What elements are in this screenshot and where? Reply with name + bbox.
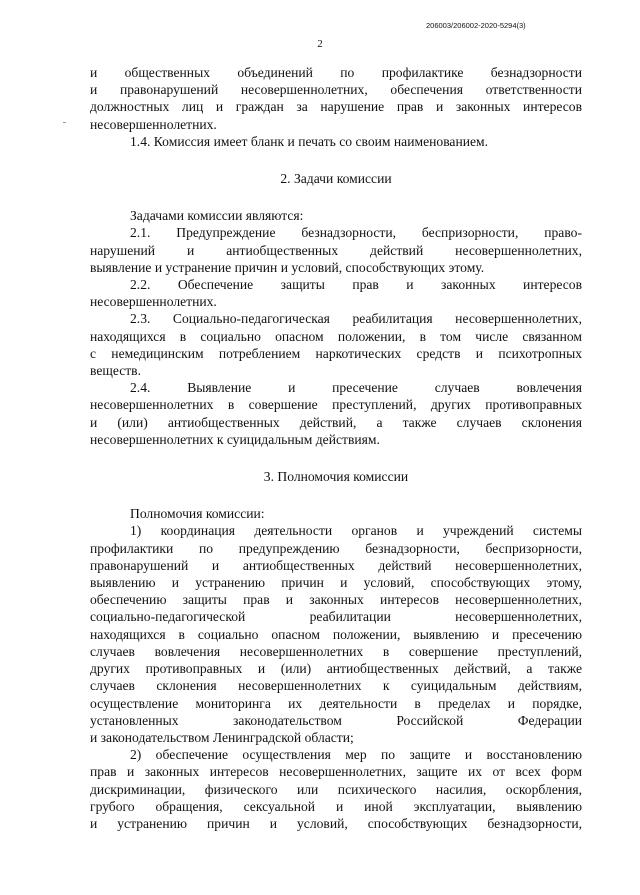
text-line: и устранению причин и условий, способствующих безнадзорности,	[90, 815, 582, 831]
text-line: выявлению и устранению причин и условий, способствующих этому,	[90, 575, 582, 591]
text-line: несовершеннолетних.	[90, 116, 217, 132]
power-item-1	[90, 522, 582, 746]
text-line: грубого обращения, сексуальной и иной эксплуатации, выявлению	[90, 798, 582, 814]
text-line: осуществление мониторинга их деятельности в пределах и порядке,	[90, 695, 582, 711]
text-line: находящихся в социально опасном положении, в том числе связанном	[90, 328, 582, 344]
text-line: правонарушений и антиобщественных действий несовершеннолетних,	[90, 557, 582, 573]
clause-2-4	[90, 379, 582, 448]
text-line: социально-педагогической реабилитации несовершеннолетних,	[90, 609, 582, 625]
intro-paragraph	[90, 64, 582, 133]
text-line: 2.3. Социально-педагогическая реабилитация несовершеннолетних,	[130, 311, 582, 327]
power-item-2	[90, 746, 582, 832]
text-line: 2) обеспечение осуществления мер по защите и восстановлению	[130, 747, 582, 763]
text-line: и правонарушений несовершеннолетних, обеспечения ответственности	[90, 82, 582, 98]
text-line: несовершеннолетних к суицидальным действиям.	[90, 431, 380, 447]
text-line: 2.2. Обеспечение защиты прав и законных интересов	[130, 277, 582, 293]
text-line: 1) координация деятельности органов и учреждений системы	[130, 523, 582, 539]
section-2-title: 2. Задачи комиссии	[280, 171, 392, 187]
text-line: с немедицинским потреблением наркотических средств и психотропных	[90, 345, 582, 361]
text-line: несовершеннолетних в совершение преступлений, других противоправных	[90, 397, 582, 413]
text-line: установленных законодательством Российской Федерации	[90, 712, 582, 728]
clause-2-2	[90, 276, 582, 310]
text-line: 2.1. Предупреждение безнадзорности, беспризорности, право-	[130, 225, 582, 241]
clause-1-4: 1.4. Комиссия имеет бланк и печать со своим наименованием.	[130, 133, 489, 149]
text-line: находящихся в социально опасном положении, выявлению и пресечению	[90, 626, 582, 642]
text-line: случаев склонения несовершеннолетних к суицидальным действиям,	[90, 678, 582, 694]
document-number: 206003/206002-2020-5294(3)	[426, 21, 526, 30]
document-body	[90, 64, 582, 832]
text-line: и законодательством Ленинградской области;	[90, 729, 354, 745]
scan-mark	[63, 122, 66, 123]
clause-2-1	[90, 224, 582, 276]
section-3-title: 3. Полномочия комиссии	[263, 469, 409, 485]
text-line: обеспечению защиты прав и законных интересов несовершеннолетних,	[90, 592, 582, 608]
text-line: и (или) антиобщественных действий, а также случаев склонения	[90, 414, 582, 430]
section-2-lead: Задачами комиссии являются:	[130, 208, 304, 224]
text-line: выявление и устранение причин и условий, способствующих этому.	[90, 259, 485, 275]
text-line: дискриминации, физического или психического насилия, оскорбления,	[90, 781, 582, 797]
text-line: прав и законных интересов несовершеннолетних, защите их от всех форм	[90, 764, 582, 780]
section-3-lead: Полномочия комиссии:	[130, 506, 265, 522]
text-line: должностных лиц и граждан за нарушение прав и законных интересов	[90, 99, 582, 115]
text-line: веществ.	[90, 363, 142, 379]
text-line: случаев вовлечения несовершеннолетних в совершение преступлений,	[90, 643, 582, 659]
text-line: и общественных объединений по профилактике безнадзорности	[90, 65, 582, 80]
clause-2-3	[90, 310, 582, 379]
page-number: 2	[317, 38, 323, 50]
text-line: 2.4. Выявление и пресечение случаев вовлечения	[130, 380, 582, 396]
text-line: несовершеннолетних.	[90, 294, 217, 310]
text-line: нарушений и антиобщественных действий несовершеннолетних,	[90, 242, 582, 258]
text-line: профилактики по предупреждению безнадзорности, беспризорности,	[90, 540, 582, 556]
text-line: других противоправных и (или) антиобщественных действий, а также	[90, 661, 582, 677]
